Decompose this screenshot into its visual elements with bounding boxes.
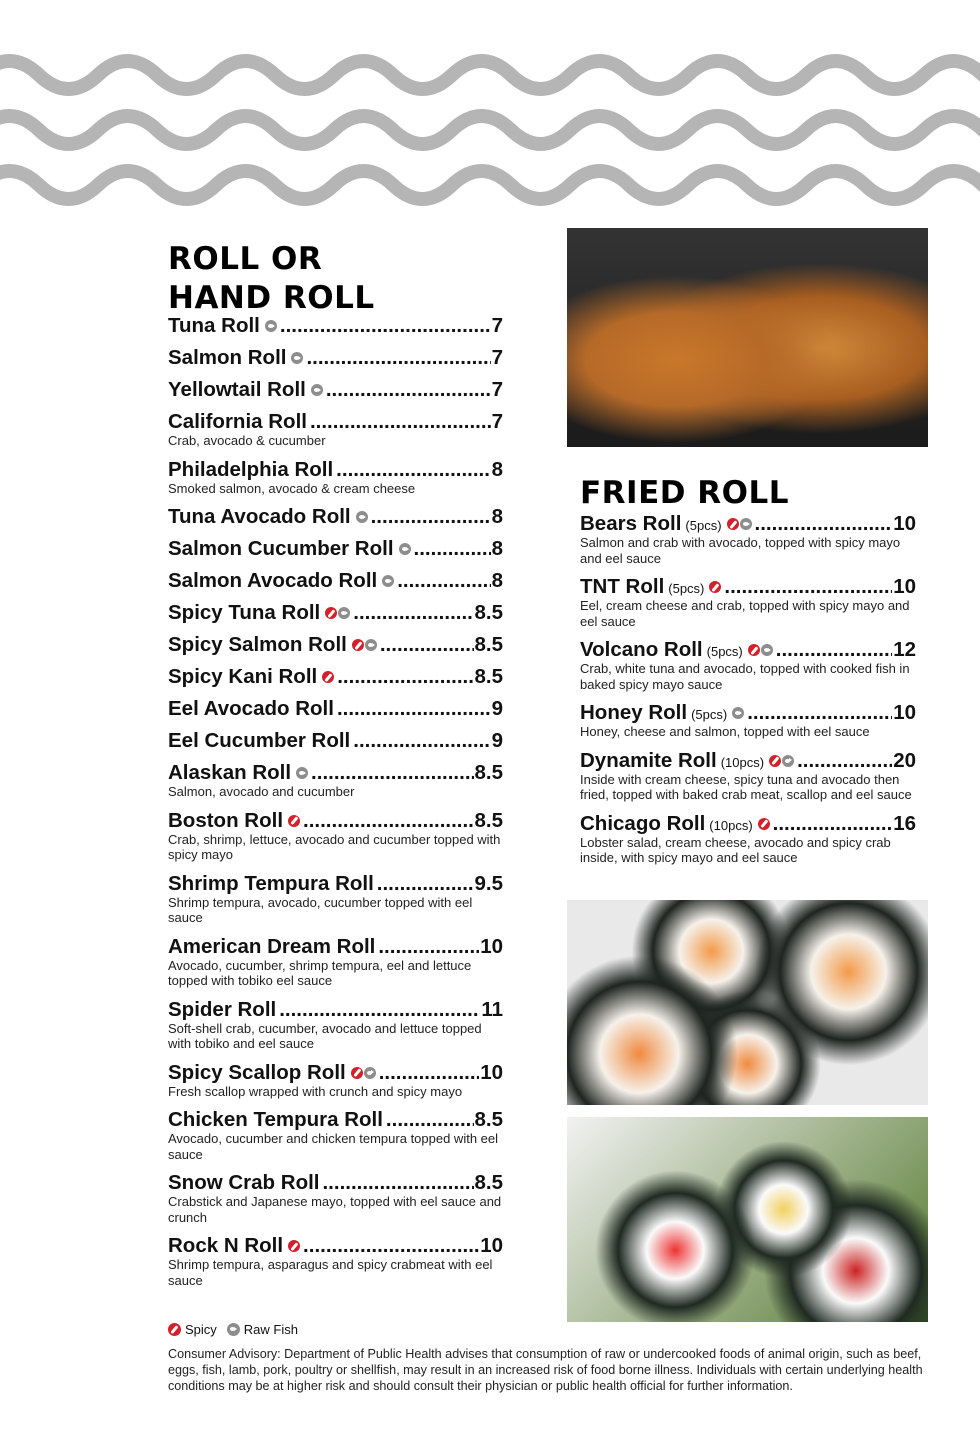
dot-leader bbox=[326, 379, 491, 401]
raw-fish-icon bbox=[732, 707, 744, 719]
raw-fish-icon bbox=[311, 384, 323, 396]
item-name-line bbox=[168, 506, 503, 528]
legend: Spicy Raw Fish bbox=[168, 1322, 298, 1337]
section-title: FRIED ROLL bbox=[580, 475, 790, 511]
item-pieces: (5pcs) bbox=[685, 518, 722, 533]
item-name: Salmon Cucumber Roll bbox=[168, 537, 394, 560]
dot-leader bbox=[371, 506, 491, 528]
spicy-icon bbox=[288, 1240, 300, 1252]
item-name: Yellowtail Roll bbox=[168, 378, 306, 401]
dot-leader bbox=[797, 750, 892, 772]
item-name: Snow Crab Roll bbox=[168, 1171, 320, 1194]
menu-item bbox=[168, 1235, 503, 1288]
item-name-line bbox=[168, 347, 503, 369]
menu-item bbox=[580, 576, 916, 629]
dot-leader bbox=[386, 1109, 474, 1131]
item-description: Honey, cheese and salmon, topped with eel sauce bbox=[580, 724, 870, 739]
menu-item bbox=[168, 602, 503, 624]
menu-item bbox=[168, 315, 503, 337]
item-description: Fresh scallop wrapped with crunch and spicy mayo bbox=[168, 1083, 463, 1099]
raw-fish-icon bbox=[761, 644, 773, 656]
item-price: 8.5 bbox=[474, 808, 503, 832]
raw-fish-icon bbox=[382, 575, 394, 587]
item-pieces: (5pcs) bbox=[668, 581, 705, 596]
fried-roll-section bbox=[580, 474, 916, 876]
item-price: 7 bbox=[491, 410, 503, 433]
menu-item bbox=[168, 459, 503, 497]
menu-item bbox=[580, 750, 916, 803]
spicy-icon bbox=[352, 639, 364, 651]
item-name-line bbox=[168, 730, 503, 752]
item-price: 7 bbox=[491, 346, 503, 369]
raw-fish-icon bbox=[399, 543, 411, 555]
item-description: Shrimp tempura, asparagus and spicy crabmeat with eel sauce bbox=[168, 1257, 493, 1288]
item-name-line bbox=[580, 513, 916, 535]
item-name: Spicy Tuna Roll bbox=[168, 601, 321, 624]
spicy-icon bbox=[322, 671, 334, 683]
item-name-line bbox=[580, 702, 916, 724]
item-name-line bbox=[168, 1235, 503, 1257]
dot-leader bbox=[353, 602, 473, 624]
menu-list bbox=[168, 315, 503, 1288]
item-name-line bbox=[168, 570, 503, 592]
menu-item bbox=[168, 698, 503, 720]
item-description: Crabstick and Japanese mayo, topped with eel sauce and crunch bbox=[168, 1194, 502, 1225]
hand-roll-section bbox=[168, 240, 503, 1298]
item-description: Avocado, cucumber, shrimp tempura, eel and lettuce topped with tobiko eel sauce bbox=[168, 957, 472, 988]
dot-leader bbox=[279, 999, 480, 1021]
item-price: 10 bbox=[480, 1234, 503, 1257]
raw-fish-icon bbox=[364, 1067, 376, 1079]
item-name: Tuna Avocado Roll bbox=[168, 505, 351, 528]
item-description: Salmon and crab with avocado, topped with spicy mayo and eel sauce bbox=[580, 535, 901, 566]
menu-item bbox=[168, 1109, 503, 1162]
item-price: 7 bbox=[491, 314, 503, 337]
dot-leader bbox=[280, 315, 491, 337]
wave-decoration bbox=[0, 40, 980, 220]
item-name-line bbox=[168, 762, 503, 784]
menu-list bbox=[580, 513, 916, 866]
item-name-line bbox=[580, 576, 916, 598]
menu-item bbox=[168, 810, 503, 863]
raw-fish-icon bbox=[338, 607, 350, 619]
raw-fish-icon bbox=[291, 352, 303, 364]
menu-item bbox=[168, 634, 503, 656]
dot-leader bbox=[336, 459, 490, 481]
item-description: Crab, shrimp, lettuce, avocado and cucumber topped with spicy mayo bbox=[168, 831, 501, 862]
menu-item bbox=[168, 411, 503, 449]
dot-leader bbox=[378, 936, 479, 958]
menu-item bbox=[168, 730, 503, 752]
wave-line bbox=[0, 61, 980, 89]
item-price: 8 bbox=[491, 569, 503, 592]
item-description: Soft-shell crab, cucumber, avocado and lettuce topped with tobiko and eel sauce bbox=[168, 1020, 482, 1051]
spicy-icon bbox=[748, 644, 760, 656]
item-price: 9 bbox=[491, 729, 503, 752]
consumer-advisory: Consumer Advisory: Department of Public Health advises that consumption of raw or undercooked foods of animal origin, such as beef, eggs, fish, lamb, pork, poultry or shellfish, may result in an increased risk of food borne illness. Individuals with certain underlying health conditions may be at higher risk and should consult their physician or public health official for further information. bbox=[168, 1347, 923, 1393]
item-name-line bbox=[168, 459, 503, 481]
item-name: Boston Roll bbox=[168, 808, 284, 832]
item-description: Avocado, cucumber and chicken tempura topped with eel sauce bbox=[168, 1131, 499, 1162]
dot-leader bbox=[306, 347, 490, 369]
item-name: TNT Roll bbox=[580, 575, 665, 598]
raw-fish-icon bbox=[265, 320, 277, 332]
item-name: Spider Roll bbox=[168, 997, 277, 1021]
item-pieces: (10pcs) bbox=[720, 754, 765, 770]
raw-fish-icon bbox=[227, 1323, 240, 1336]
raw-fish-icon bbox=[782, 755, 794, 767]
item-price: 20 bbox=[893, 748, 916, 772]
item-name-line bbox=[168, 810, 503, 832]
menu-item bbox=[168, 347, 503, 369]
item-name-line bbox=[168, 602, 503, 624]
item-name-line bbox=[168, 936, 503, 958]
item-description: Smoked salmon, avocado & cream cheese bbox=[168, 480, 416, 496]
item-name-line bbox=[168, 379, 503, 401]
item-name-line bbox=[168, 698, 503, 720]
item-name: Spicy Kani Roll bbox=[168, 665, 318, 688]
item-description: Shrimp tempura, avocado, cucumber topped with eel sauce bbox=[168, 894, 473, 925]
spicy-icon bbox=[758, 818, 770, 830]
item-name-line bbox=[168, 1062, 503, 1084]
item-price: 10 bbox=[893, 512, 916, 535]
item-price: 16 bbox=[893, 811, 916, 835]
menu-item bbox=[168, 1062, 503, 1100]
item-name: Chicago Roll bbox=[580, 811, 706, 835]
menu-item bbox=[168, 506, 503, 528]
item-name: Salmon Avocado Roll bbox=[168, 569, 378, 592]
item-name: Honey Roll bbox=[580, 701, 688, 724]
dot-leader bbox=[337, 666, 473, 688]
dot-leader bbox=[310, 411, 491, 433]
item-description: Eel, cream cheese and crab, topped with spicy mayo and eel sauce bbox=[580, 598, 910, 629]
dot-leader bbox=[322, 1172, 473, 1194]
spicy-icon bbox=[709, 581, 721, 593]
item-description: Crab, white tuna and avocado, topped with cooked fish in baked spicy mayo sauce bbox=[580, 661, 910, 692]
dot-leader bbox=[755, 513, 893, 535]
item-price: 8 bbox=[491, 457, 503, 481]
item-price: 10 bbox=[893, 701, 916, 724]
item-price: 8.5 bbox=[474, 601, 503, 624]
menu-item bbox=[168, 538, 503, 560]
item-pieces: (5pcs) bbox=[706, 644, 743, 659]
dot-leader bbox=[303, 810, 473, 832]
item-price: 10 bbox=[480, 1060, 503, 1084]
item-price: 8 bbox=[491, 537, 503, 560]
item-name: California Roll bbox=[168, 410, 307, 433]
item-pieces: (5pcs) bbox=[691, 707, 728, 722]
dot-leader bbox=[311, 762, 473, 784]
item-name: Spicy Salmon Roll bbox=[168, 633, 347, 656]
dot-leader bbox=[776, 639, 892, 661]
menu-item bbox=[580, 702, 916, 740]
item-name-line bbox=[580, 750, 916, 772]
menu-item bbox=[168, 999, 503, 1052]
item-pieces: (10pcs) bbox=[709, 817, 753, 833]
item-name: Eel Avocado Roll bbox=[168, 697, 334, 720]
menu-item bbox=[580, 813, 916, 866]
menu-item bbox=[168, 936, 503, 989]
dot-leader bbox=[303, 1235, 479, 1257]
item-description: Crab, avocado & cucumber bbox=[168, 433, 326, 448]
item-name-line bbox=[168, 1172, 503, 1194]
dot-leader bbox=[414, 538, 491, 560]
dot-leader bbox=[747, 702, 892, 724]
item-name: Rock N Roll bbox=[168, 1234, 284, 1257]
item-price: 8 bbox=[491, 505, 503, 528]
item-name-line bbox=[168, 411, 503, 433]
section-title: ROLL OR HAND ROLL bbox=[168, 241, 375, 316]
item-name: Shrimp Tempura Roll bbox=[168, 871, 374, 895]
menu-item bbox=[168, 666, 503, 688]
fried-roll-photo bbox=[567, 228, 928, 447]
spicy-icon bbox=[351, 1067, 363, 1079]
item-name-line bbox=[168, 538, 503, 560]
item-description: Inside with cream cheese, spicy tuna and avocado then fried, topped with baked crab meat, scallop and eel sauce bbox=[580, 771, 912, 802]
item-name: Salmon Roll bbox=[168, 346, 287, 369]
item-price: 8.5 bbox=[474, 665, 503, 688]
spicy-icon bbox=[168, 1323, 181, 1336]
item-price: 10 bbox=[893, 575, 916, 598]
item-name: American Dream Roll bbox=[168, 934, 376, 958]
menu-item bbox=[580, 513, 916, 566]
item-name-line bbox=[168, 1109, 503, 1131]
menu-item bbox=[168, 1172, 503, 1225]
item-name: Eel Cucumber Roll bbox=[168, 729, 351, 752]
item-price: 8.5 bbox=[474, 633, 503, 656]
menu-item bbox=[168, 570, 503, 592]
item-name: Spicy Scallop Roll bbox=[168, 1060, 346, 1084]
item-price: 8.5 bbox=[474, 1108, 503, 1131]
dot-leader bbox=[397, 570, 490, 592]
item-description: Salmon, avocado and cucumber bbox=[168, 784, 355, 799]
item-price: 9.5 bbox=[474, 871, 503, 895]
item-price: 10 bbox=[480, 934, 503, 958]
hand-roll-photo bbox=[567, 1117, 928, 1322]
dot-leader bbox=[380, 634, 474, 656]
dot-leader bbox=[377, 873, 474, 895]
spicy-icon bbox=[769, 755, 781, 767]
item-price: 8.5 bbox=[474, 1171, 503, 1194]
item-name-line bbox=[168, 666, 503, 688]
menu-item bbox=[580, 639, 916, 692]
menu-item bbox=[168, 762, 503, 800]
dot-leader bbox=[724, 576, 892, 598]
item-name: Volcano Roll bbox=[580, 638, 703, 661]
spicy-icon bbox=[325, 607, 337, 619]
dot-leader bbox=[337, 698, 491, 720]
item-name: Chicken Tempura Roll bbox=[168, 1108, 383, 1131]
item-name-line bbox=[580, 639, 916, 661]
spicy-icon bbox=[727, 518, 739, 530]
item-name-line bbox=[168, 999, 503, 1021]
wave-line bbox=[0, 171, 980, 199]
item-name: Philadelphia Roll bbox=[168, 457, 334, 481]
item-name: Tuna Roll bbox=[168, 314, 260, 337]
item-name: Bears Roll bbox=[580, 512, 682, 535]
item-price: 8.5 bbox=[474, 761, 503, 784]
wave-line bbox=[0, 116, 980, 144]
item-price: 11 bbox=[481, 997, 503, 1021]
item-name: Alaskan Roll bbox=[168, 761, 292, 784]
raw-fish-icon bbox=[365, 639, 377, 651]
raw-fish-icon bbox=[356, 511, 368, 523]
item-price: 12 bbox=[893, 638, 916, 661]
raw-fish-icon bbox=[740, 518, 752, 530]
raw-fish-icon bbox=[296, 767, 308, 779]
item-name-line bbox=[168, 315, 503, 337]
item-price: 7 bbox=[491, 378, 503, 401]
item-name-line bbox=[168, 873, 503, 895]
item-price: 9 bbox=[491, 697, 503, 720]
item-name-line bbox=[580, 813, 916, 835]
menu-item bbox=[168, 379, 503, 401]
dot-leader bbox=[379, 1062, 479, 1084]
menu-item bbox=[168, 873, 503, 926]
item-name-line bbox=[168, 634, 503, 656]
salmon-roll-photo bbox=[567, 900, 928, 1105]
dot-leader bbox=[353, 730, 490, 752]
item-description: Lobster salad, cream cheese, avocado and spicy crab inside, with spicy mayo and eel sauce bbox=[580, 834, 891, 865]
spicy-icon bbox=[288, 815, 300, 827]
dot-leader bbox=[773, 813, 893, 835]
item-name: Dynamite Roll bbox=[580, 748, 717, 772]
